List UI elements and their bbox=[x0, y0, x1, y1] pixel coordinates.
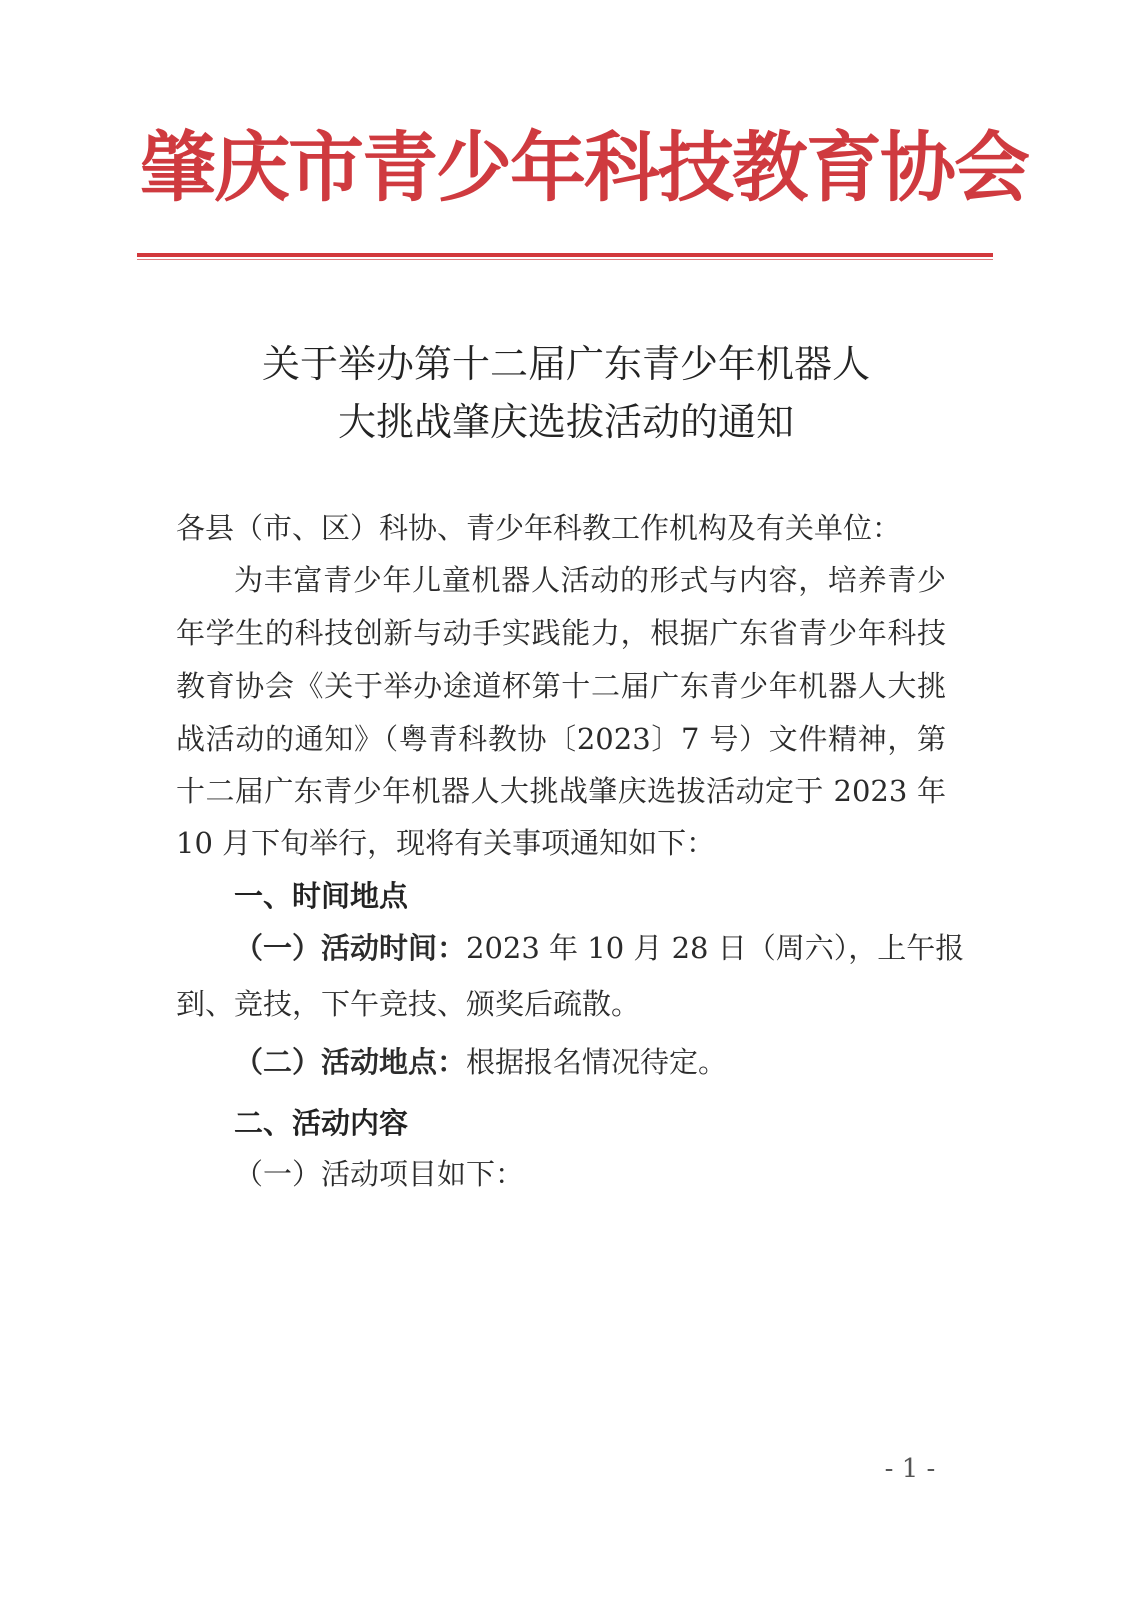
page-number: - 1 - bbox=[884, 1454, 936, 1484]
activity-location-line bbox=[234, 1042, 946, 1082]
intro-line: 教育协会《关于举办途道杯第十二届广东青少年机器人大挑 bbox=[176, 669, 946, 703]
intro-line: 为丰富青少年儿童机器人活动的形式与内容，培养青少 bbox=[234, 563, 946, 597]
activity-items-intro: （一）活动项目如下： bbox=[234, 1157, 525, 1191]
salutation: 各县（市、区）科协、青少年科教工作机构及有关单位： bbox=[176, 511, 902, 545]
activity-time-continuation: 到、竞技，下午竞技、颁奖后疏散。 bbox=[176, 987, 641, 1021]
activity-time-label: （一）活动时间： bbox=[234, 931, 467, 965]
intro-line: 十二届广东青少年机器人大挑战肇庆选拔活动定于 2023 年 bbox=[176, 774, 946, 808]
activity-location-value: 根据报名情况待定。 bbox=[466, 1045, 728, 1079]
intro-line: 年学生的科技创新与动手实践能力，根据广东省青少年科技 bbox=[176, 616, 946, 650]
activity-time-value: 2023 年 10 月 28 日（周六），上午报 bbox=[466, 931, 965, 965]
document-title-line-1: 关于举办第十二届广东青少年机器人 bbox=[261, 342, 870, 386]
activity-time-line bbox=[234, 928, 965, 968]
organization-header: 肇庆市青少年科技教育协会 bbox=[140, 123, 1028, 212]
header-divider-thick bbox=[137, 253, 993, 257]
section-2-heading: 二、活动内容 bbox=[234, 1106, 409, 1140]
activity-location-label: （二）活动地点： bbox=[234, 1045, 467, 1079]
header-divider-thin bbox=[137, 259, 993, 260]
intro-line: 战活动的通知》（粤青科教协〔2023〕7 号）文件精神，第 bbox=[176, 722, 946, 756]
intro-line: 10 月下旬举行，现将有关事项通知如下： bbox=[176, 826, 716, 860]
section-1-heading: 一、时间地点 bbox=[234, 879, 409, 913]
document-title-line-2: 大挑战肇庆选拔活动的通知 bbox=[337, 400, 794, 444]
